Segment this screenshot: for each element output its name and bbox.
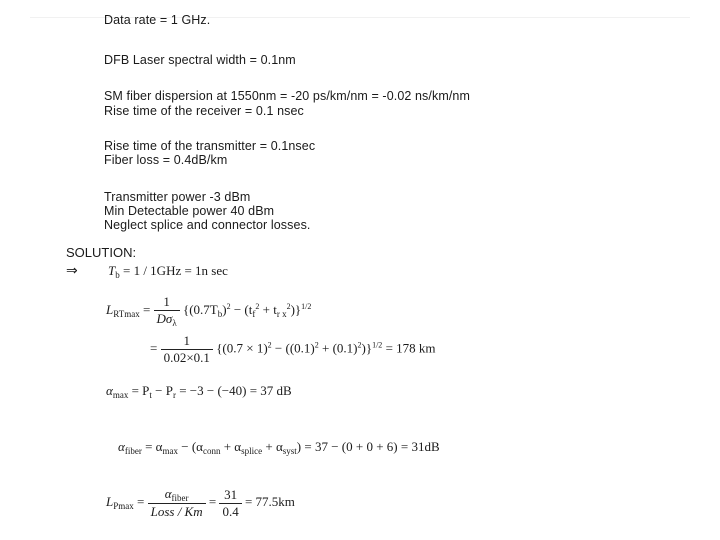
given-transmitter-rise-time: Rise time of the transmitter = 0.1nsec	[104, 139, 316, 153]
lrt2-sq-2: 2	[314, 340, 319, 350]
alpha-fiber-sub-conn: conn	[202, 446, 221, 456]
lp-equals-2: =	[208, 493, 217, 509]
alpha-fiber-subscript: fiber	[124, 446, 142, 456]
given-laser-width: DFB Laser spectral width = 0.1nm	[104, 53, 296, 67]
lrt-body-4: + t	[259, 301, 277, 317]
alpha-fiber-plus-2: + α	[262, 439, 283, 454]
lp-numerator-2: 31	[224, 486, 238, 502]
rise-time-length-equation	[106, 294, 311, 328]
lrt-sub-f: f	[252, 308, 256, 319]
lp-den-text: Loss / Km	[150, 504, 203, 519]
lrt-sub-b: b	[217, 308, 223, 319]
alpha-fiber-sub-syst: syst	[282, 446, 297, 456]
lrt-symbol: L	[106, 301, 114, 317]
lp-symbol: L	[106, 493, 114, 509]
lrt-equals: =	[142, 301, 151, 317]
lrt2-body-3: + (0.1)	[318, 340, 358, 356]
lrt-body-1: {(0.7T	[182, 301, 218, 317]
alpha-fiber-mid: − (α	[177, 439, 203, 454]
lrt-body-5: )}	[290, 301, 302, 317]
lrt2-body-2: − ((0.1)	[271, 340, 315, 356]
lp-num-symbol: α	[164, 486, 172, 501]
lp-denominator-1	[148, 503, 206, 520]
given-transmitter-power: Transmitter power -3 dBm	[104, 190, 251, 204]
lrt2-sq-1: 2	[267, 340, 272, 350]
lrt2-exponent: 1/2	[372, 340, 383, 350]
lrt2-equals: =	[150, 340, 158, 356]
given-fiber-loss: Fiber loss = 0.4dB/km	[104, 153, 228, 167]
lp-result: = 77.5km	[244, 493, 295, 509]
lrt-denominator	[154, 310, 180, 328]
given-min-power: Min Detectable power 40 dBm	[104, 204, 275, 218]
lrt-subscript: RTmax	[113, 308, 140, 319]
lrt-exponent: 1/2	[301, 301, 312, 311]
lrt-sq-2: 2	[255, 301, 260, 311]
lrt-numerator: 1	[163, 294, 170, 309]
bit-period-value: = 1 / 1GHz = 1n sec	[122, 263, 228, 278]
lp-numerator-1	[148, 486, 206, 503]
power-limited-length-equation	[106, 486, 295, 520]
alpha-max-result: = −3 − (−40) = 37 dB	[175, 383, 292, 398]
lrt2-sq-3: 2	[357, 340, 362, 350]
lp-fraction-1	[148, 486, 206, 520]
lrt-sub-rx: r x	[276, 308, 287, 319]
alpha-max-sub-t: t	[149, 390, 152, 400]
lrt2-body-1: {(0.7 × 1)	[216, 340, 268, 356]
bit-period-equation: $T_b = 1 / 1GHz = 1n$ sec	[108, 263, 228, 280]
alpha-max-subscript: max	[112, 390, 129, 400]
alpha-fiber-eq: = α	[145, 439, 163, 454]
solution-heading: SOLUTION:	[66, 245, 137, 260]
lp-fraction-2	[219, 487, 241, 520]
alpha-fiber-plus-1: + α	[220, 439, 242, 454]
lrt-body-3: − (t	[230, 301, 253, 317]
lp-subscript: Pmax	[113, 500, 134, 511]
lrt-den-sub: λ	[172, 318, 177, 328]
lrt2-denominator: 0.02×0.1	[161, 349, 213, 366]
alpha-max-symbol: α	[106, 383, 113, 398]
given-fiber-dispersion: SM fiber dispersion at 1550nm = -20 ps/km/nm = -0.02 ns/km/nm	[104, 89, 470, 103]
rise-time-length-numeric	[150, 333, 436, 366]
alpha-max-minus: − P	[151, 383, 173, 398]
alpha-fiber-sub-max: max	[162, 446, 178, 456]
alpha-fiber-symbol: α	[118, 439, 125, 454]
alpha-max-equation	[106, 383, 292, 400]
lrt-body-2: )	[222, 301, 227, 317]
lrt2-numerator: 1	[183, 333, 191, 348]
lp-num-sub: fiber	[171, 493, 189, 503]
alpha-fiber-sub-splice: splice	[241, 446, 263, 456]
lrt-sq-3: 2	[286, 301, 291, 311]
lrt2-body-4: )}	[361, 340, 373, 356]
lrt2-result: = 178 km	[385, 340, 436, 356]
given-receiver-rise-time: Rise time of the receiver = 0.1 nsec	[104, 104, 304, 118]
implies-arrow-icon: ⇒	[66, 262, 78, 278]
alpha-max-sub-r: r	[172, 390, 176, 400]
lp-equals: =	[137, 493, 145, 509]
lrt-sq-1: 2	[226, 301, 231, 311]
given-neglect-losses: Neglect splice and connector losses.	[104, 218, 311, 232]
lrt-den-symbol: Dσ	[156, 311, 173, 326]
alpha-fiber-result: ) = 37 − (0 + 0 + 6) = 31dB	[296, 439, 440, 454]
alpha-fiber-equation	[118, 439, 440, 456]
given-data-rate: Data rate = 1 GHz.	[104, 13, 211, 27]
lrt2-fraction	[161, 333, 213, 366]
alpha-max-eq: = P	[131, 383, 150, 398]
lrt-fraction	[154, 294, 180, 328]
lp-denominator-2: 0.4	[219, 503, 241, 520]
